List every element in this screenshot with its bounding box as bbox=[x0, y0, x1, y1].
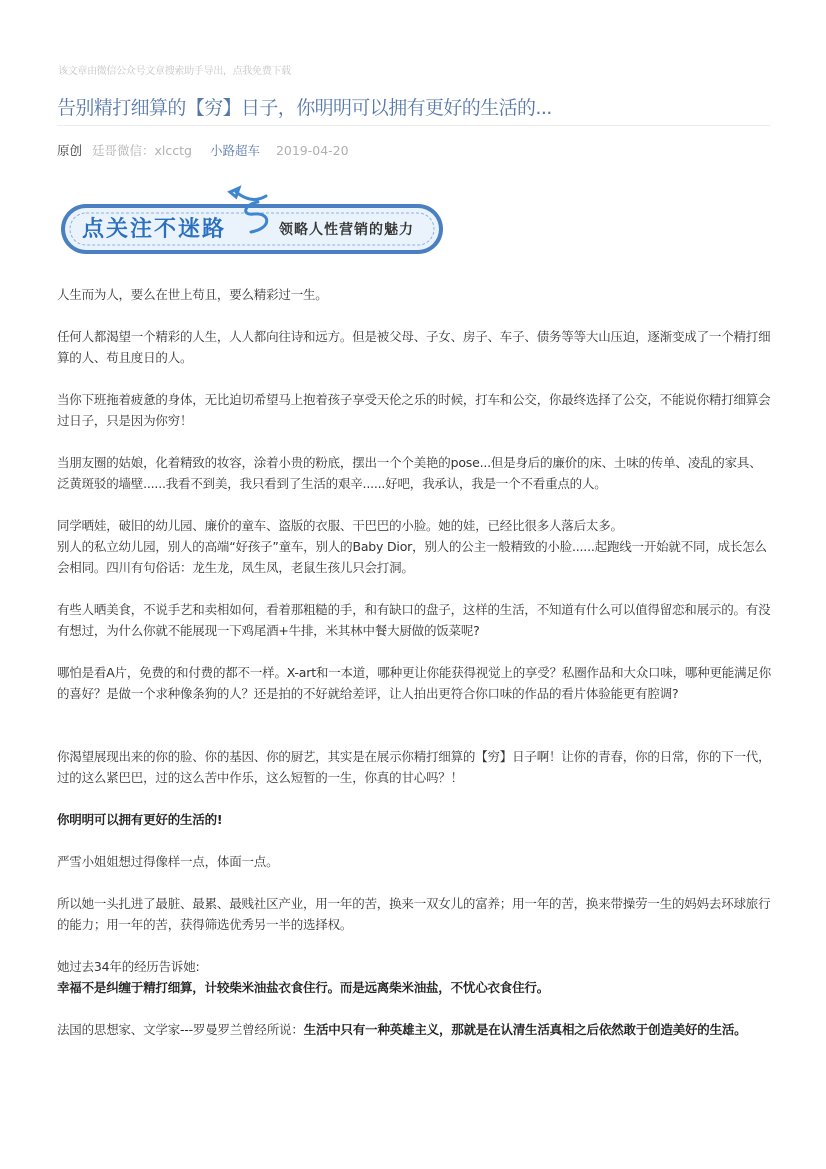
article-title: 告别精打细算的【穷】日子，你明明可以拥有更好的生活的... bbox=[57, 97, 552, 119]
title-divider bbox=[57, 125, 770, 126]
paragraph: 严雪小姐姐想过得像样一点，体面一点。 bbox=[57, 854, 279, 869]
bold-heading: 你明明可以拥有更好的生活的! bbox=[57, 812, 223, 827]
paragraph: 任何人都渴望一个精彩的人生，人人都向往诗和远方。但是被父母、子女、房子、车子、债务等等大山压迫，逐渐变成了一个精打细算的人、苟且度日的人。 bbox=[57, 329, 771, 365]
quote-intro: 法国的思想家、文学家---罗曼罗兰曾经所说： bbox=[57, 1022, 304, 1037]
paragraph: 别人的私立幼儿园，别人的高端“好孩子”童车，别人的Baby Dior，别人的公主一般精致的小脸......起跑线一开始就不同，成长怎么会相同。四川有句俗话：龙生龙，凤生凤，老鼠生孩儿只会打洞。 bbox=[57, 539, 767, 575]
bold-quote: 生活中只有一种英雄主义，那就是在认清生活真相之后依然敢于创造美好的生活。 bbox=[303, 1022, 747, 1037]
paragraph: 人生而为人，要么在世上苟且，要么精彩过一生。 bbox=[57, 287, 328, 302]
account-link[interactable]: 小路超车 bbox=[209, 143, 260, 158]
author-name: 廷哥微信：xlcctg bbox=[92, 143, 192, 158]
banner-sub-text: 领略人性营销的魅力 bbox=[279, 221, 414, 237]
follow-banner-graphic bbox=[58, 184, 446, 258]
article-body bbox=[57, 284, 771, 1061]
paragraph: 她过去34年的经历告诉她: bbox=[57, 959, 200, 974]
paragraph: 哪怕是看A片，免费的和付费的都不一样。X-art和一本道，哪种更让你能获得视觉上的享受？私圈作品和大众口味，哪种更能满足你的喜好？是做一个求种像条狗的人？还是拍的不好就给差评，让人拍出更符合你口味的作品的看片体验能更有腔调? bbox=[57, 665, 772, 701]
paragraph: 你渴望展现出来的你的脸、你的基因、你的厨艺，其实是在展示你精打细算的【穷】日子啊！让你的青春，你的日常，你的下一代，过的这么紧巴巴，过的这么苦中作乐，这么短暂的一生，你真的甘心吗？！ bbox=[57, 749, 771, 785]
paragraph: 当朋友圈的姑娘，化着精致的妆容，涂着小贵的粉底，摆出一个个美艳的pose...但是身后的廉价的床、土味的传单、凌乱的家具、泛黄斑驳的墙壁......我看不到美，我只看到了生活的艰辛......好吧，我承认，我是一个不看重点的人。 bbox=[57, 455, 762, 491]
article-meta bbox=[57, 141, 349, 159]
paragraph-emphasis bbox=[57, 977, 771, 998]
paragraph: 有些人晒美食，不说手艺和卖相如何，看着那粗糙的手，和有缺口的盘子，这样的生活，不知道有什么可以值得留恋和展示的。有没有想过，为什么你就不能展现一下鸡尾酒+牛排，米其林中餐大厨做的饭菜呢? bbox=[57, 602, 771, 638]
bold-quote: 幸福不是纠缠于精打细算，计较柴米油盐衣食住行。而是远离柴米油盐，不忧心衣食住行。 bbox=[57, 980, 550, 995]
publish-date: 2019-04-20 bbox=[275, 143, 349, 158]
paragraph-heading bbox=[57, 809, 771, 830]
paragraph: 当你下班拖着疲惫的身体，无比迫切希望马上抱着孩子享受天伦之乐的时候，打车和公交，你最终选择了公交，不能说你精打细算会过日子，只是因为你穷！ bbox=[57, 392, 771, 428]
paragraph: 所以她一头扎进了最脏、最累、最贱社区产业，用一年的苦，换来一双女儿的富养；用一年的苦，换来带操劳一生的妈妈去环球旅行的能力；用一年的苦，获得筛选优秀另一半的选择权。 bbox=[57, 896, 771, 932]
export-notice-link[interactable]: 该文章由微信公众号文章搜索助手导出，点我免费下载 bbox=[58, 66, 291, 77]
follow-banner bbox=[58, 184, 446, 258]
banner-main-text: 点关注不迷路 bbox=[82, 216, 227, 241]
paragraph: 同学晒娃，破旧的幼儿园、廉价的童车、盗版的衣服、干巴巴的小脸。她的娃，已经比很多人落后太多。 bbox=[57, 518, 623, 533]
paragraph-quote bbox=[57, 1019, 771, 1040]
original-tag: 原创 bbox=[57, 143, 83, 158]
